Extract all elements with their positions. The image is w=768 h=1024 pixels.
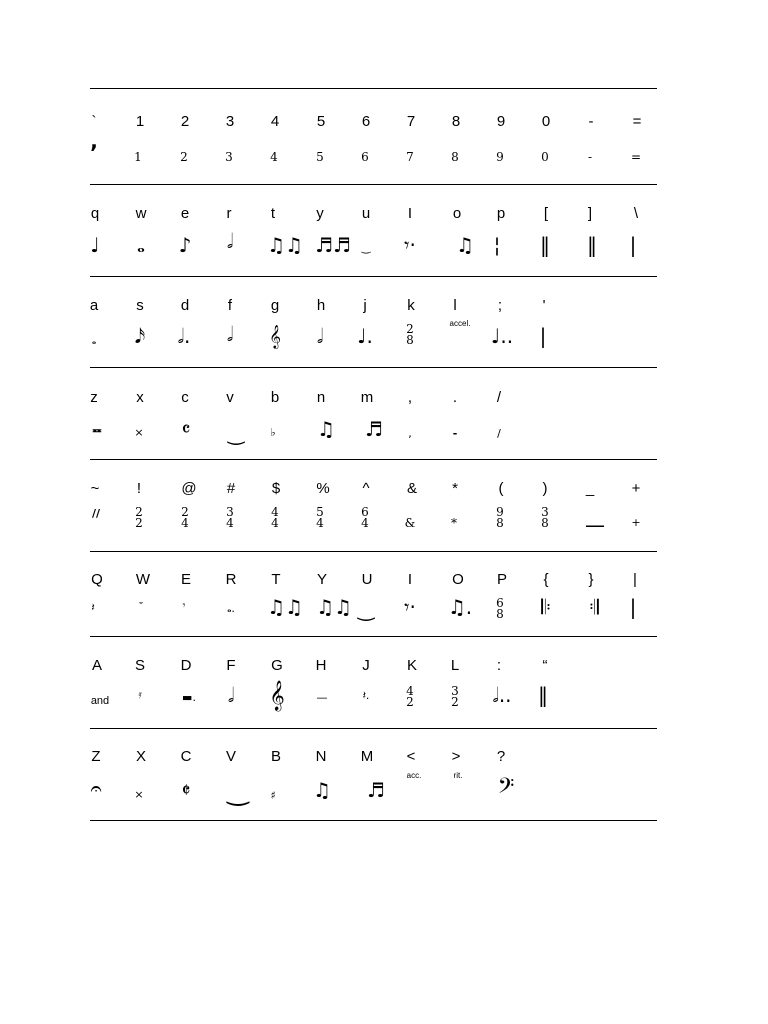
plus-glyph: + [631, 516, 641, 529]
flat-icon: ♭ [270, 426, 276, 439]
eighth-rest-dot-icon: 𝄾· [404, 233, 416, 257]
row-rule [90, 551, 657, 552]
key-label: B [270, 748, 281, 765]
dashed-barline-icon: ¦ [493, 233, 501, 257]
key-label: ' [542, 297, 546, 314]
acc-marking: acc. [406, 771, 422, 780]
key-label: 3 [225, 113, 235, 130]
single-barline-icon: | [539, 324, 547, 348]
digit-glyph: 5 [316, 150, 324, 164]
key-label: % [316, 480, 330, 497]
quarter-rest-icon: 𝄽 [91, 601, 95, 614]
key-label: 8 [451, 113, 461, 130]
repeat-start-icon: 𝄆 [541, 595, 551, 619]
key-label: w [135, 205, 147, 222]
key-label: h [316, 297, 326, 314]
row-rule [90, 88, 657, 89]
digit-glyph: 0 [541, 150, 549, 164]
tie-icon: ‿ [357, 597, 375, 621]
time-signature-label: 6 4 [361, 505, 369, 530]
key-label: 2 [180, 113, 190, 130]
treble-clef-small-icon: 𝄞 [269, 324, 281, 348]
row-rule [90, 820, 657, 821]
key-label: Q [91, 571, 103, 588]
key-label: j [363, 297, 367, 314]
key-label: p [496, 205, 506, 222]
time-signature-label: 2 8 [406, 322, 414, 347]
key-label: 6 [361, 113, 371, 130]
key-label: > [451, 748, 461, 765]
key-label: / [496, 389, 502, 406]
row-rule [90, 728, 657, 729]
key-label: C [180, 748, 192, 765]
digit-glyph: 7 [406, 150, 414, 164]
key-label: M [360, 748, 374, 765]
key-label: r [226, 205, 232, 222]
tuplet-beamed-notes-icon: ♫♫ [267, 595, 303, 619]
key-label: m [360, 389, 374, 406]
time-signature-label: 6 8 [496, 596, 504, 621]
key-label: @ [181, 480, 197, 497]
time-signature-label: 4 4 [271, 505, 279, 530]
key-label: ` [91, 113, 97, 130]
and-word: and [90, 695, 110, 707]
dotted-whole-note-icon: 𝅝. [227, 602, 235, 615]
whole-note-icon: 𝅝 [137, 233, 145, 257]
double-dotted-quarter-icon: ♩.. [490, 324, 514, 348]
long-dash-glyph: — [585, 513, 605, 537]
bass-clef-icon: 𝄢 [497, 774, 515, 804]
half-note-fermata-icon: 𝅗𝅥 [226, 229, 234, 253]
digit-glyph: 9 [496, 150, 504, 164]
slash-glyph: / [497, 427, 501, 440]
key-label: F [226, 657, 236, 674]
half-rest-icon: 𝄻 [138, 599, 144, 612]
key-label: n [316, 389, 326, 406]
ampersand-glyph: & [404, 516, 416, 530]
key-label: U [361, 571, 373, 588]
key-label: E [180, 571, 191, 588]
double-dotted-half-icon: 𝅗𝅥.. [492, 683, 512, 707]
dotted-quarter-rest-icon: 𝄽. [362, 689, 370, 702]
key-label: o [452, 205, 462, 222]
key-label: < [406, 748, 416, 765]
key-label: D [180, 657, 192, 674]
key-label: { [543, 571, 549, 588]
beamed-pair-icon: ♫ [313, 778, 331, 802]
key-label: ~ [90, 480, 100, 497]
row-rule [90, 184, 657, 185]
time-signature-label: 4 2 [406, 684, 414, 709]
time-signature-label: 2 2 [135, 505, 143, 530]
time-signature-label: 3 4 [226, 505, 234, 530]
time-signature-label: 9 8 [496, 505, 504, 530]
key-label: A [91, 657, 102, 674]
key-label: \ [633, 205, 639, 222]
key-label: , [407, 389, 413, 406]
key-label: 0 [541, 113, 551, 130]
sharp-icon: ♯ [270, 789, 276, 802]
sixteenth-rest-icon: 𝄿 [138, 688, 142, 701]
rit-marking: rit. [453, 771, 463, 780]
key-label: X [135, 748, 146, 765]
key-label: ^ [362, 480, 370, 497]
key-label: Y [316, 571, 327, 588]
key-label: f [227, 297, 233, 314]
repeat-end-icon: 𝄇 [589, 595, 599, 619]
key-label: . [452, 389, 458, 406]
tied-stem-icon: ‿ [227, 777, 249, 807]
time-signature-label: 2 4 [181, 505, 189, 530]
key-label: N [315, 748, 327, 765]
key-label: ( [498, 480, 504, 497]
key-label: 7 [406, 113, 416, 130]
time-signature-label: 5 4 [316, 505, 324, 530]
comma-glyph: , [90, 129, 98, 153]
key-label: O [452, 571, 464, 588]
multi-rest-icon: 𝄺𝄺 [92, 426, 102, 439]
key-label: R [225, 571, 237, 588]
key-label: ! [136, 480, 142, 497]
key-label: S [134, 657, 145, 674]
key-label: P [496, 571, 507, 588]
single-barline-icon: | [629, 233, 637, 257]
tied-stem-icon: ‿ [227, 421, 245, 445]
sixteenth-group-icon: ♬♬ [315, 233, 351, 257]
double-barline-icon: ‖ [587, 233, 597, 257]
key-label: # [226, 480, 236, 497]
key-label: I [407, 205, 413, 222]
key-label: : [496, 657, 502, 674]
key-label: “ [542, 657, 548, 674]
double-barline-icon: ‖ [540, 233, 550, 257]
equals-glyph: = [630, 150, 642, 164]
row-rule [90, 459, 657, 460]
key-label: 9 [496, 113, 506, 130]
key-label: W [135, 571, 151, 588]
x-notehead-icon: × [134, 426, 144, 439]
beamed-triple-icon: ♬ [365, 417, 383, 441]
time-signature-label: 3 2 [451, 684, 459, 709]
key-label: } [588, 571, 594, 588]
key-label: V [225, 748, 236, 765]
key-label: + [631, 480, 641, 497]
key-label: - [588, 113, 594, 130]
beamed-four-notes-icon: ♫♫ [316, 595, 352, 619]
key-label: _ [585, 480, 595, 497]
key-label: t [270, 205, 276, 222]
whole-rest-icon: — [316, 691, 328, 704]
single-barline-icon: | [629, 595, 637, 619]
asterisk-glyph: * [451, 516, 457, 530]
key-label: ) [542, 480, 548, 497]
key-label: v [226, 389, 234, 406]
key-label: b [270, 389, 280, 406]
quarter-note-icon: ♩ [90, 233, 100, 257]
key-label: g [270, 297, 280, 314]
tie-icon: ‿ [361, 241, 371, 254]
dash-glyph: - [587, 150, 593, 164]
treble-clef-icon: 𝄞 [269, 681, 285, 711]
common-time-icon: 𝄴 [181, 417, 191, 441]
key-label: s [136, 297, 144, 314]
key-label: x [136, 389, 144, 406]
key-label: H [315, 657, 327, 674]
x-notehead-icon: × [134, 788, 144, 801]
key-label: e [180, 205, 190, 222]
sixteenth-note-icon: 𝅘𝅥𝅯 [134, 324, 146, 348]
dash-glyph: - [452, 427, 458, 440]
key-label: 4 [270, 113, 280, 130]
half-note-icon: 𝅗𝅥 [316, 324, 324, 348]
digit-glyph: 8 [451, 150, 459, 164]
key-label: Z [91, 748, 101, 765]
key-label: q [90, 205, 100, 222]
key-label: ] [587, 205, 593, 222]
accel-marking: accel. [449, 319, 471, 328]
digit-glyph: 4 [270, 150, 278, 164]
key-label: T [271, 571, 281, 588]
key-label: u [361, 205, 371, 222]
key-label: y [316, 205, 324, 222]
key-label: 1 [135, 113, 145, 130]
key-label: ; [497, 297, 503, 314]
key-label: ? [496, 748, 506, 765]
comma-glyph: , [408, 427, 412, 440]
key-label: d [180, 297, 190, 314]
digit-glyph: 3 [225, 150, 233, 164]
triplet-eighths-icon: ♫♫ [267, 233, 303, 257]
key-label: & [406, 480, 417, 497]
time-signature-label: 3 8 [541, 505, 549, 530]
key-label: | [633, 571, 637, 588]
eighth-rest-icon: 𝄾 [182, 599, 186, 612]
key-label: $ [271, 480, 281, 497]
eighth-note-icon: ♪ [178, 233, 192, 257]
key-label: L [450, 657, 460, 674]
beamed-pair-icon: ♫ [317, 417, 335, 441]
dotted-quarter-note-icon: ♩. [357, 324, 373, 348]
eighth-rest-dot-icon: 𝄾· [404, 595, 416, 619]
key-label: I [407, 571, 413, 588]
key-label: 5 [316, 113, 326, 130]
dotted-beamed-pair-icon: ♫. [447, 595, 473, 619]
digit-glyph: 1 [134, 150, 142, 164]
half-note-fermata-icon: 𝅗𝅥 [226, 322, 234, 346]
row-rule [90, 276, 657, 277]
key-label: c [181, 389, 189, 406]
repeat-slash-icon: // [91, 507, 101, 520]
key-label: a [89, 297, 99, 314]
digit-glyph: 6 [361, 150, 369, 164]
double-barline-icon: ‖ [538, 683, 548, 707]
beamed-triple-icon: ♬ [367, 778, 385, 802]
cut-time-icon: 𝄵 [181, 778, 191, 802]
whole-note-fermata-icon: 𝄐 [90, 776, 102, 800]
digit-glyph: 2 [180, 150, 188, 164]
key-label: k [407, 297, 415, 314]
key-label: [ [543, 205, 549, 222]
key-label: J [362, 657, 370, 674]
key-label: * [452, 480, 458, 497]
row-rule [90, 367, 657, 368]
key-label: = [632, 113, 642, 130]
dotted-half-note-icon: 𝅗𝅥. [177, 324, 191, 348]
small-note-icon: 𝅝 [91, 334, 97, 347]
key-label: K [406, 657, 417, 674]
dotted-eighth-pair-icon: ♫ [456, 233, 474, 257]
half-note-fermata-icon: 𝅗𝅥 [227, 683, 235, 707]
key-label: l [453, 297, 457, 314]
row-rule [90, 636, 657, 637]
key-label: z [90, 389, 98, 406]
key-label: G [271, 657, 283, 674]
dotted-whole-rest-icon: ▬. [182, 691, 196, 704]
